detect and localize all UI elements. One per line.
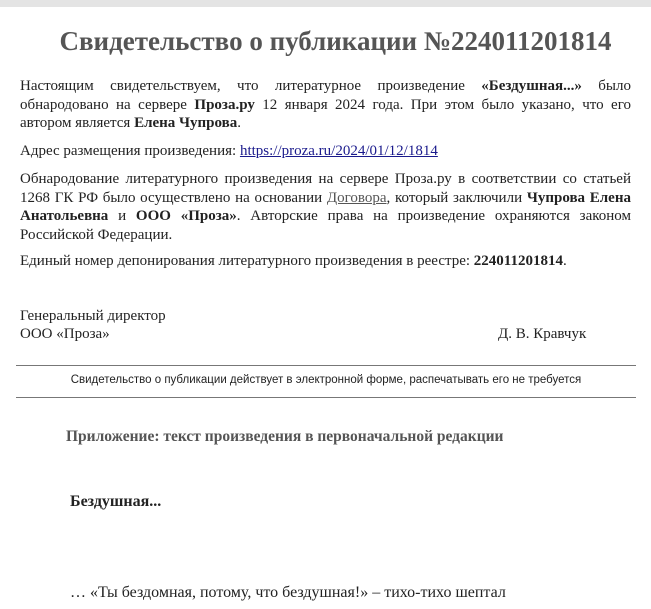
text: было обнародовано на сервере [20,78,631,113]
party-author: Чупрова Елена Анатольевна [20,189,631,224]
registry-number: 224011201814 [473,253,563,269]
text: Настоящим свидетельствуем, что литературное произведение [20,78,482,94]
appendix-heading: Приложение: текст произведения в первоначальной редакции [66,428,504,445]
contract-link[interactable]: Договора [326,189,387,206]
text: , который заключили [386,189,527,206]
party-company: ООО «Проза» [135,208,237,224]
legal-paragraph [20,170,631,244]
text: . Авторские права на произведение охраняются законом Российской Федерации. [20,208,631,243]
text: . [237,115,242,131]
address-paragraph [20,142,631,161]
signature-name: Д. В. Кравчук [498,326,587,342]
signature-position: Генеральный директор [20,308,166,324]
work-text: … «Ты бездомная, потому, что бездушная!» – тихо-тихо шептал [70,584,506,601]
signature-company: ООО «Проза» [20,326,110,342]
text: и [108,208,136,224]
top-bar [0,0,651,7]
divider [16,397,636,398]
registry-paragraph [20,252,631,271]
work-url-link[interactable]: https://proza.ru/2024/01/12/1814 [239,143,438,159]
text: . [562,253,567,269]
work-title: Бездушная... [70,493,162,510]
work-name: «Бездушная...» [481,78,582,94]
text: 12 января 2024 года. При этом было указано, что его автором является [20,96,631,131]
page-title: Свидетельство о публикации №224011201814 [59,26,612,56]
divider [16,365,636,366]
electronic-form-note: Свидетельство о публикации действует в электронной форме, распечатывать его не требуется [70,374,582,386]
site-name: Проза.ру [194,96,255,113]
text: Обнародование литературного произведения на сервере Проза.ру в соответствии со статьей 1268 ГК РФ было осуществлено на основании [20,171,631,206]
author-name: Елена Чупрова [134,115,238,131]
text: Единый номер депонирования литературного произведения в реестре: [20,253,474,269]
address-label: Адрес размещения произведения: [20,143,240,159]
certificate-paragraph [20,77,631,133]
